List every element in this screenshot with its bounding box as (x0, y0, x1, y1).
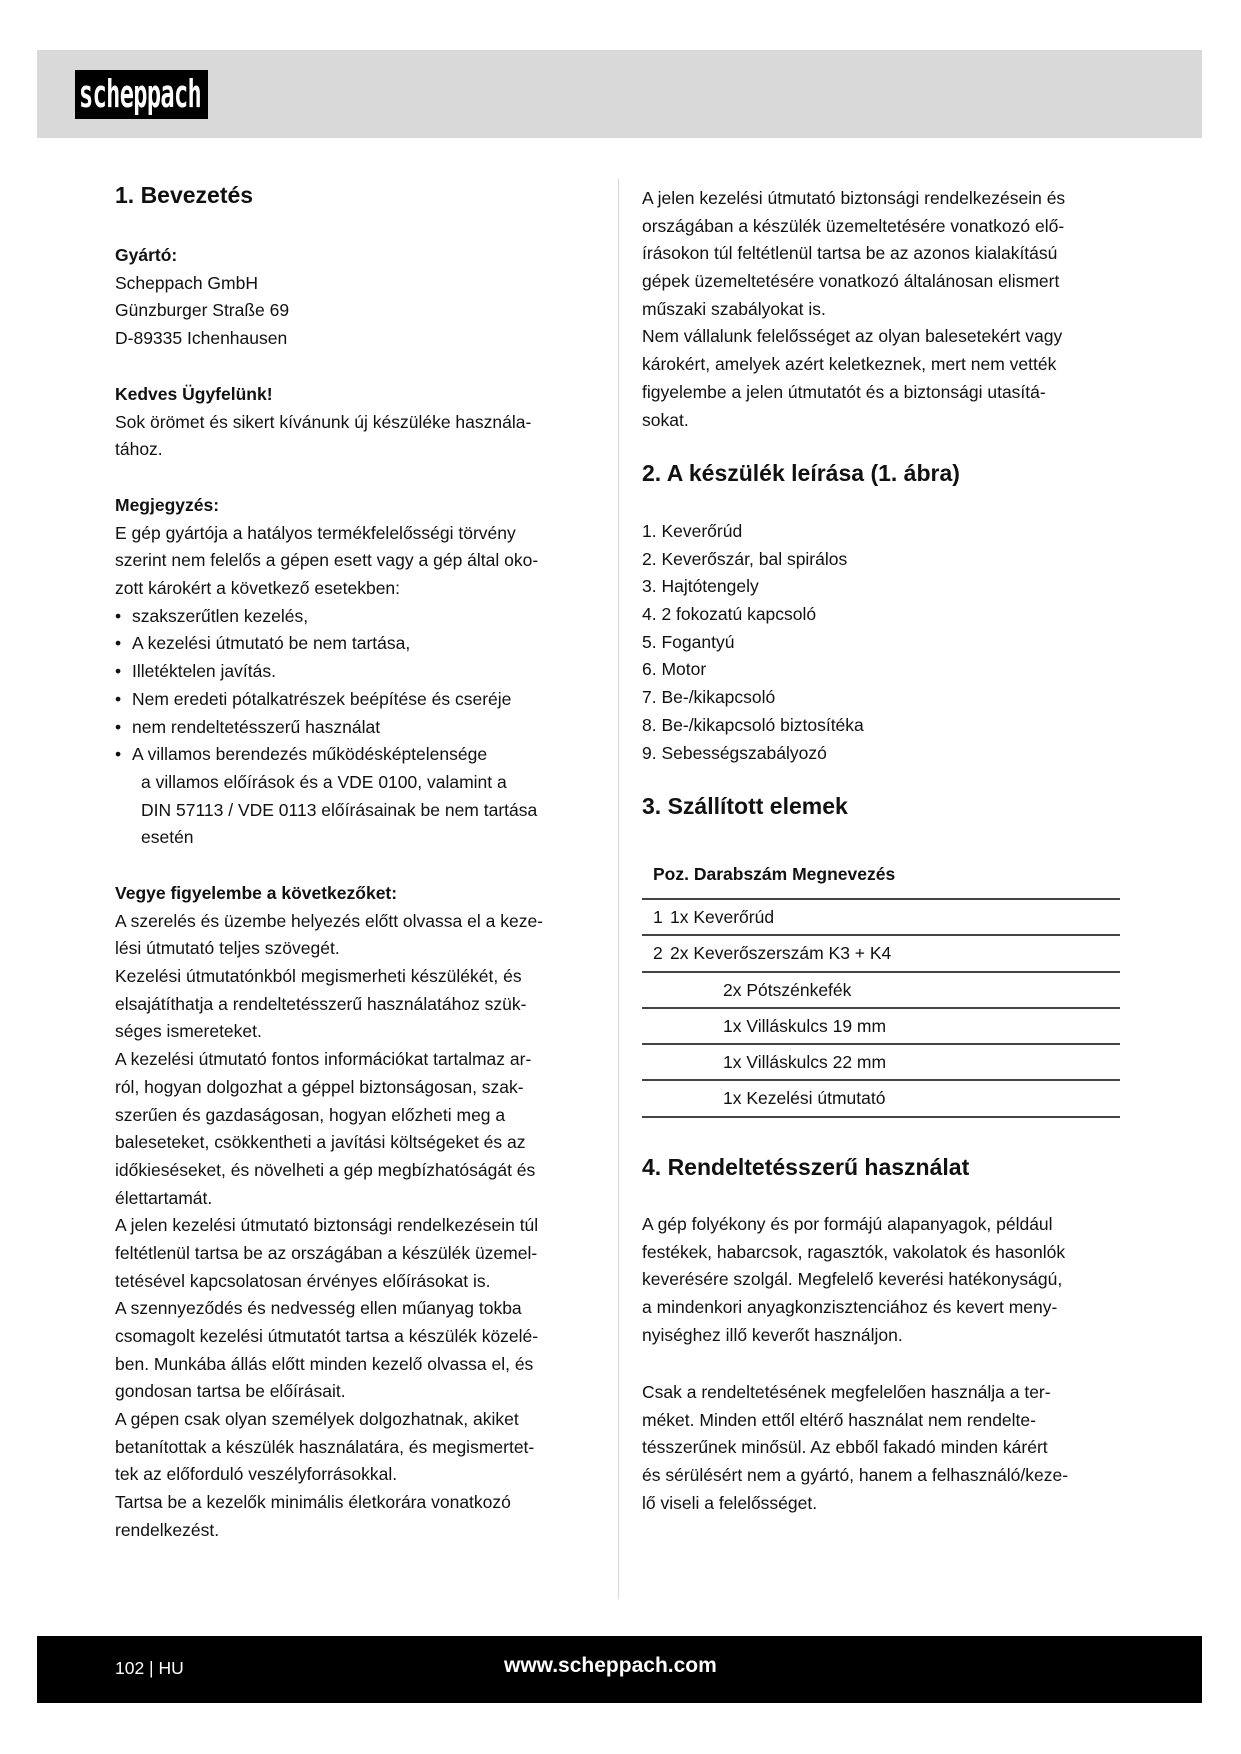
text-line: rendelkezést. (115, 1519, 220, 1540)
page-footer (37, 1636, 1202, 1703)
text-line: ról, hogyan dolgozhat a géppel biztonságosan, szak- (115, 1076, 524, 1097)
greeting-block (115, 381, 531, 464)
manufacturer-block (115, 242, 289, 353)
text-line: Günzburger Straße 69 (115, 300, 290, 321)
text-line: DIN 57113 / VDE 0113 előírásainak be nem tartása (141, 799, 538, 820)
text-line: 8. Be-/kikapcsoló biztosítéka (642, 714, 864, 735)
text-line: elsajátíthatja a rendeltetésszerű használatához szük- (115, 993, 527, 1014)
text-line: károkért, amelyek azért keletkeznek, mert nem vették (642, 354, 1057, 375)
text-line: A szennyeződés és nedvesség ellen műanyag tokba (115, 1298, 522, 1319)
text-line: A jelen kezelési útmutató biztonsági rendelkezésein és (642, 188, 1066, 208)
parts-items (642, 518, 864, 767)
bullet-text: A kezelési útmutató be nem tartása, (132, 633, 411, 654)
text-line: feltétlenül tartsa be az országában a készülék üzemel- (115, 1242, 538, 1263)
intended-use-text-2 (642, 1379, 1068, 1517)
bullet-text: nem rendeltetésszerű használat (132, 716, 381, 737)
text-line: tésszerűnek minősül. Az ebből fakadó minden kárért (642, 1437, 1048, 1458)
bullet-text: Nem eredeti pótalkatrészek beépítése és cseréje (132, 688, 512, 709)
observe-label: Vegye figyelembe a következőket: (115, 883, 398, 903)
bullet-item (115, 630, 538, 658)
section-1-heading: 1. Bevezetés (115, 182, 254, 208)
use-lines-2 (642, 1379, 1068, 1517)
text-line: festékek, habarcsok, ragasztók, vakolatok és hasonlók (642, 1241, 1066, 1262)
text-line: a mindenkori anyagkonzisztenciához és kevert meny- (642, 1297, 1058, 1318)
text-line: baleseteket, csökkentheti a javítási költségeket és az (115, 1132, 526, 1153)
text-line: gépek üzemeltetésére vonatkozó általánosan elismert (642, 271, 1060, 292)
text-line: 6. Motor (642, 659, 707, 680)
text-line: nyiséghez illő keverőt használjon. (642, 1324, 903, 1345)
table-row (642, 1045, 1120, 1081)
text-line: esetén (141, 827, 194, 848)
text-line: csomagolt kezelési útmutatót tartsa a készülék közelé- (115, 1326, 539, 1346)
bullet-text: szakszerűtlen kezelés, (132, 605, 309, 626)
text-line: időkieséseket, és növelheti a gép megbízhatóságát és (115, 1159, 536, 1180)
text-line: 2. Keverőszár, bal spirálos (642, 548, 848, 569)
bullet-icon: • (115, 744, 122, 765)
bullet-item (115, 603, 538, 631)
text-line: országában a készülék üzemeltetésére vonatkozó elő- (642, 215, 1065, 236)
text-line: tetésével kapcsolatosan érvényes előírásokat is. (115, 1270, 491, 1291)
item-cell: 2x Pótszénkefék (723, 979, 852, 1000)
page-number: 102 | HU (115, 1658, 184, 1678)
bullet-icon: • (115, 661, 122, 682)
text-line: A jelen kezelési útmutató biztonsági rendelkezésein túl (115, 1215, 539, 1236)
text-line: 1. Keverőrúd (642, 521, 743, 541)
bullet-item (115, 741, 538, 769)
position-cell: 2 (653, 943, 663, 964)
delivery-table (642, 860, 1120, 1118)
text-line: sokat. (642, 409, 689, 430)
text-line: A kezelési útmutató fontos információkat tartalmaz ar- (115, 1049, 532, 1070)
text-line: a villamos előírások és a VDE 0100, valamint a (141, 771, 507, 792)
text-line: méket. Minden ettől eltérő használat nem rendelte- (642, 1409, 1036, 1430)
text-line: Kezelési útmutatónkból megismerheti készülékét, és (115, 966, 522, 987)
note-text (115, 520, 538, 603)
bullet-item (115, 658, 538, 686)
text-line: 5. Fogantyú (642, 631, 735, 652)
item-cell: 1x Villáskulcs 19 mm (723, 1015, 887, 1036)
scheppach-logo (75, 70, 208, 119)
table-row (642, 1009, 1120, 1045)
bullet-icon: • (115, 633, 122, 654)
text-line: séges ismereteket. (115, 1021, 262, 1042)
item-cell: 1x Villáskulcs 22 mm (723, 1052, 887, 1073)
text-line: tához. (115, 439, 163, 460)
text-line: figyelembe a jelen útmutatót és a biztonsági utasítá- (642, 381, 1046, 402)
text-line: zott károkért a következő esetekben: (115, 578, 401, 599)
bullet-icon: • (115, 688, 122, 709)
bullet-item (115, 714, 538, 742)
text-line: élettartamát. (115, 1187, 213, 1208)
greeting-label: Kedves Ügyfelünk! (115, 384, 273, 404)
intended-use-text-1 (642, 1211, 1065, 1349)
text-line: A gép folyékony és por formájú alapanyagok, például (642, 1214, 1053, 1234)
table-row (642, 900, 1120, 936)
website-link[interactable]: www.scheppach.com (504, 1654, 717, 1677)
table-row (642, 973, 1120, 1009)
manufacturer-label: Gyártó: (115, 245, 178, 265)
text-line: Scheppach GmbH (115, 272, 258, 293)
text-line: lési útmutató teljes szövegét. (115, 938, 340, 959)
text-line: keverésére szolgál. Megfelelő keverési hatékonyságú, (642, 1269, 1063, 1290)
text-line: ben. Munkába állás előtt minden kezelő olvassa el, és (115, 1353, 534, 1374)
text-line: tek az előforduló veszélyforrásokkal. (115, 1464, 398, 1485)
text-line: műszaki szabályokat is. (642, 298, 826, 319)
manufacturer-address (115, 270, 289, 353)
text-line: Tartsa be a kezelők minimális életkorára vonatkozó (115, 1492, 511, 1513)
greeting-text (115, 409, 531, 464)
note-label: Megjegyzés: (115, 495, 220, 515)
bullet-text: Illetéktelen javítás. (132, 661, 276, 682)
section-2-heading: 2. A készülék leírása (1. ábra) (642, 460, 960, 486)
text-line: Nem vállalunk felelősséget az olyan balesetekért vagy (642, 326, 1063, 347)
page-header-band (37, 50, 1202, 138)
position-cell: 1 (653, 907, 663, 927)
table-header: Poz. Darabszám Megnevezés (642, 860, 1120, 900)
text-line: írásokon túl feltétlenül tartsa be az azonos kialakítású (642, 243, 1058, 264)
intro-text (642, 185, 1065, 434)
text-line: D-89335 Ichenhausen (115, 328, 288, 349)
text-line: szerűen és gazdaságosan, hogyan előzheti meg a (115, 1104, 506, 1125)
text-line: A gépen csak olyan személyek dolgozhatnak, akiket (115, 1409, 519, 1430)
text-line: 3. Hajtótengely (642, 576, 759, 597)
text-line: gondosan tartsa be előírásait. (115, 1381, 346, 1402)
table-row (642, 936, 1120, 972)
note-bullet-continuation (115, 769, 538, 852)
bullet-icon: • (115, 605, 122, 626)
table-row (642, 1081, 1120, 1117)
item-cell: 1x Keverőrúd (670, 907, 775, 927)
text-line: szerint nem felelős a gépen esett vagy a gép által oko- (115, 550, 539, 571)
note-block (115, 492, 538, 852)
bullet-item (115, 686, 538, 714)
intro-lines (642, 185, 1065, 434)
item-cell: 2x Keverőszerszám K3 + K4 (670, 943, 892, 964)
section-3-heading: 3. Szállított elemek (642, 793, 848, 819)
use-lines-1 (642, 1211, 1065, 1349)
text-line: 7. Be-/kikapcsoló (642, 687, 776, 708)
observe-text (115, 908, 543, 1545)
text-line: betanítottak a készülék használatára, és megismertet- (115, 1436, 535, 1457)
text-line: E gép gyártója a hatályos termékfelelősségi törvény (115, 522, 516, 543)
bullet-text: A villamos berendezés működésképtelensége (132, 744, 488, 765)
parts-list (642, 518, 864, 767)
column-divider (618, 179, 619, 1599)
observe-block (115, 880, 543, 1545)
item-cell: 1x Kezelési útmutató (723, 1088, 886, 1109)
text-line: A szerelés és üzembe helyezés előtt olvassa el a keze- (115, 910, 543, 931)
text-line: lő viseli a felelősséget. (642, 1492, 818, 1513)
text-line: Sok örömet és sikert kívánunk új készüléke használa- (115, 411, 532, 432)
text-line: 9. Sebességszabályozó (642, 742, 827, 763)
bullet-icon: • (115, 716, 122, 737)
text-line: és sérülésért nem a gyártó, hanem a felhasználó/keze- (642, 1465, 1069, 1486)
section-4-heading: 4. Rendeltetésszerű használat (642, 1154, 970, 1180)
text-line: 4. 2 fokozatú kapcsoló (642, 604, 817, 625)
text-line: Csak a rendeltetésének megfelelően használja a ter- (642, 1382, 1051, 1402)
logo-text: scheppach (79, 72, 202, 116)
note-bullet-list (115, 603, 538, 769)
